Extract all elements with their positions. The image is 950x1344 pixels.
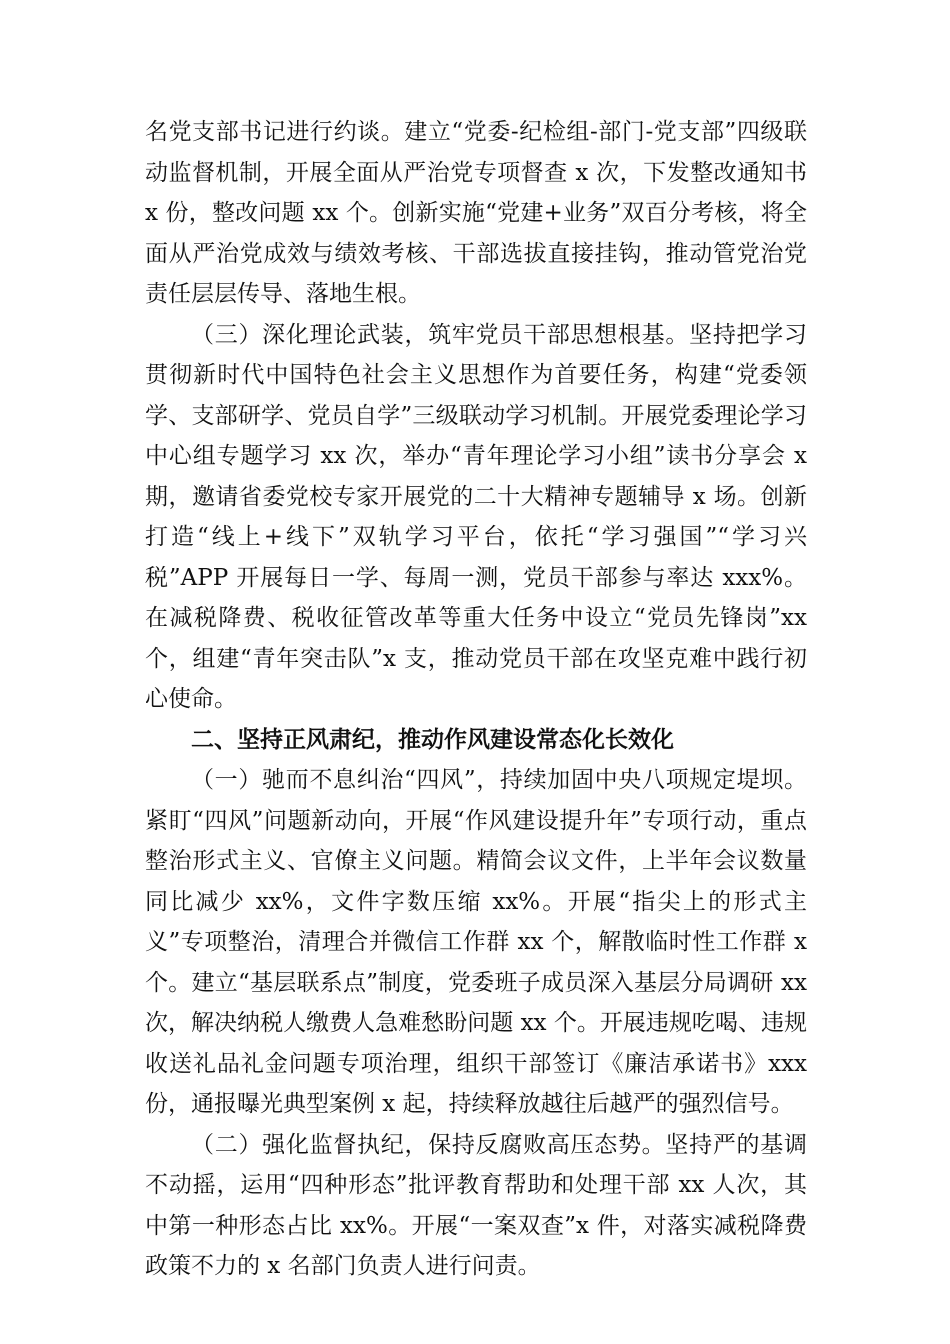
paragraph-four-winds: （一）驰而不息纠治“四风”，持续加固中央八项规定堤坝。紧盯“四风”问题新动向，开展“作风建设提升年”专项行动，重点整治形式主义、官僚主义问题。精简会议文件，上半年会议数量同比减少 xx%，文件字数压缩 xx%。开展“指尖上的形式主义”专项整治，清理合并微信工作群 xx 个，解散临时性工作群 x 个。建立“基层联系点”制度，党委班子成员深入基层分局调研 xx 次，解决纳税人缴费人急难愁盼问题 xx 个。开展违规吃喝、违规收送礼品礼金问题专项治理，组织干部签订《廉洁承诺书》xxx 份，通报曝光典型案例 x 起，持续释放越往后越严的强烈信号。 xyxy=(145,767,807,1117)
document-page xyxy=(145,112,807,1287)
section-heading-2: 二、坚持正风肃纪，推动作风建设常态化长效化 xyxy=(191,726,674,753)
paragraph-continuation: 名党支部书记进行约谈。建立“党委-纪检组-部门-党支部”四级联动监督机制，开展全面从严治党专项督查 x 次，下发整改通知书 x 份，整改问题 xx 个。创新实施“党建+业务”双百分考核，将全面从严治党成效与绩效考核、干部选拔直接挂钩，推动管党治党责任层层传导、落地生根。 xyxy=(145,119,807,307)
paragraph-theory-arming: （三）深化理论武装，筑牢党员干部思想根基。坚持把学习贯彻新时代中国特色社会主义思想作为首要任务，构建“党委领学、支部研学、党员自学”三级联动学习机制。开展党委理论学习中心组专题学习 xx 次，举办“青年理论学习小组”读书分享会 x 期，邀请省委党校专家开展党的二十大精神专题辅导 x 场。创新打造“线上+线下”双轨学习平台，依托“学习强国”“学习兴税”APP 开展每日一学、每周一测，党员干部参与率达 xxx%。在减税降费、税收征管改革等重大任务中设立“党员先锋岗”xx 个，组建“青年突击队”x 支，推动党员干部在攻坚克难中践行初心使命。 xyxy=(145,321,807,712)
paragraph-discipline-supervision: （二）强化监督执纪，保持反腐败高压态势。坚持严的基调不动摇，运用“四种形态”批评教育帮助和处理干部 xx 人次，其中第一种形态占比 xx%。开展“一案双查”x 件，对落实减税降费政策不力的 x 名部门负责人进行问责。 xyxy=(145,1131,807,1279)
